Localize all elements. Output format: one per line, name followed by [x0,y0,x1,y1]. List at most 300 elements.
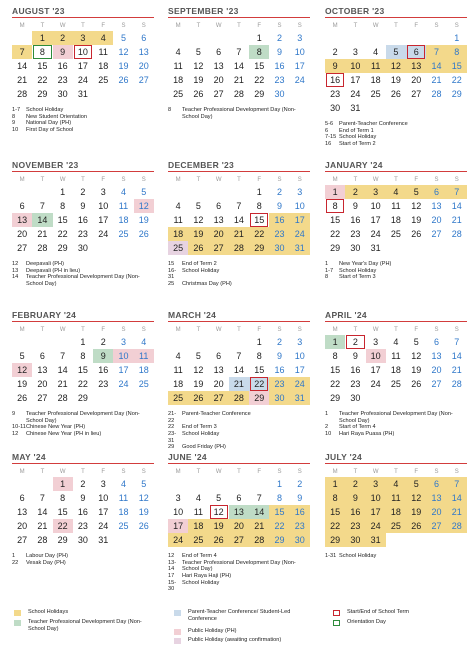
day-cell[interactable]: 21 [451,365,462,376]
day-cell[interactable]: 3 [373,337,379,348]
day-cell[interactable]: 27 [209,241,229,255]
day-cell[interactable]: 13 [431,201,442,212]
day-cell[interactable]: 15 [37,61,48,72]
day-cell[interactable]: 10 [370,201,381,212]
day-cell[interactable]: 14 [447,491,467,505]
day-cell[interactable]: 16 [269,213,289,227]
day-cell[interactable]: 12 [411,351,422,362]
day-cell[interactable]: 20 [209,227,229,241]
day-cell[interactable]: 12 [138,493,149,504]
day-cell[interactable]: 10 [173,507,184,518]
day-cell[interactable]: 20 [431,215,442,226]
day-cell[interactable]: 4 [120,187,126,198]
day-cell[interactable]: 29 [249,391,269,405]
day-cell[interactable]: 16 [290,505,310,519]
day-cell[interactable]: 16 [350,365,361,376]
day-cell[interactable]: 3 [73,31,93,45]
day-cell[interactable]: 30 [350,393,361,404]
day-cell[interactable]: 19 [193,75,204,86]
day-cell[interactable]: 14 [233,61,244,72]
day-cell[interactable]: 1 [256,187,262,198]
day-cell[interactable]: 24 [98,229,109,240]
day-cell[interactable]: 14 [426,59,446,73]
day-cell[interactable]: 5 [216,493,222,504]
day-cell[interactable]: 13 [12,213,32,227]
day-cell[interactable]: 30 [269,391,289,405]
day-cell[interactable]: 12 [386,59,406,73]
day-cell[interactable]: 30 [77,535,88,546]
day-cell[interactable]: 1 [256,33,262,44]
day-cell[interactable]: 11 [193,507,204,518]
day-cell[interactable]: 11 [386,491,406,505]
day-cell[interactable]: 12 [193,365,204,376]
day-cell[interactable]: 21 [229,227,249,241]
day-cell[interactable]: 8 [325,199,345,213]
day-cell[interactable]: 8 [249,45,269,59]
day-cell[interactable]: 12 [134,199,154,213]
day-cell[interactable]: 11 [118,493,129,504]
day-cell[interactable]: 5 [386,45,406,59]
day-cell[interactable]: 15 [57,215,68,226]
day-cell[interactable]: 1 [325,477,345,491]
day-cell[interactable]: 16 [77,215,88,226]
day-cell[interactable]: 6 [426,185,446,199]
day-cell[interactable]: 18 [173,379,184,390]
day-cell[interactable]: 11 [391,201,401,212]
day-cell[interactable]: 10 [98,201,109,212]
day-cell[interactable]: 15 [57,507,68,518]
day-cell[interactable]: 24 [77,75,88,86]
day-cell[interactable]: 22 [269,519,289,533]
day-cell[interactable]: 11 [98,47,108,58]
day-cell[interactable]: 10 [73,45,93,59]
day-cell[interactable]: 8 [447,45,467,59]
day-cell[interactable]: 4 [141,337,147,348]
day-cell[interactable]: 26 [118,75,129,86]
day-cell[interactable]: 14 [451,351,462,362]
day-cell[interactable]: 7 [236,351,242,362]
day-cell[interactable]: 21 [57,379,68,390]
day-cell[interactable]: 12 [118,47,129,58]
day-cell[interactable]: 1 [276,479,282,490]
day-cell[interactable]: 28 [249,533,269,547]
day-cell[interactable]: 13 [426,491,446,505]
day-cell[interactable]: 28 [37,535,48,546]
day-cell[interactable]: 11 [366,59,386,73]
day-cell[interactable]: 18 [188,519,208,533]
day-cell[interactable]: 2 [297,479,303,490]
day-cell[interactable]: 5 [141,187,147,198]
day-cell[interactable]: 22 [330,379,341,390]
day-cell[interactable]: 12 [406,491,426,505]
day-cell[interactable]: 7 [39,493,45,504]
day-cell[interactable]: 18 [370,75,381,86]
day-cell[interactable]: 31 [290,391,310,405]
day-cell[interactable]: 28 [57,393,68,404]
day-cell[interactable]: 8 [256,201,262,212]
day-cell[interactable]: 5 [120,33,126,44]
day-cell[interactable]: 28 [431,89,442,100]
day-cell[interactable]: 29 [249,241,269,255]
day-cell[interactable]: 19 [118,61,129,72]
day-cell[interactable]: 21 [37,521,48,532]
day-cell[interactable]: 2 [276,33,282,44]
day-cell[interactable]: 10 [294,351,305,362]
day-cell[interactable]: 22 [53,519,73,533]
day-cell[interactable]: 7 [256,493,262,504]
day-cell[interactable]: 13 [406,59,426,73]
day-cell[interactable]: 31 [98,535,109,546]
day-cell[interactable]: 15 [330,365,341,376]
day-cell[interactable]: 26 [138,229,149,240]
day-cell[interactable]: 8 [332,351,338,362]
day-cell[interactable]: 10 [294,47,305,58]
day-cell[interactable]: 2 [276,337,282,348]
day-cell[interactable]: 2 [332,47,338,58]
day-cell[interactable]: 4 [175,351,181,362]
day-cell[interactable]: 16 [345,505,365,519]
day-cell[interactable]: 25 [390,379,401,390]
day-cell[interactable]: 15 [447,59,467,73]
day-cell[interactable]: 14 [233,215,244,226]
day-cell[interactable]: 26 [209,533,229,547]
day-cell[interactable]: 24 [118,379,129,390]
day-cell[interactable]: 22 [330,229,341,240]
day-cell[interactable]: 19 [193,379,204,390]
day-cell[interactable]: 14 [17,61,28,72]
day-cell[interactable]: 27 [229,533,249,547]
day-cell[interactable]: 24 [350,89,361,100]
day-cell[interactable]: 21 [229,377,249,391]
day-cell[interactable]: 22 [325,519,345,533]
day-cell[interactable]: 15 [254,61,265,72]
day-cell[interactable]: 21 [451,215,462,226]
day-cell[interactable]: 25 [118,229,129,240]
day-cell[interactable]: 21 [233,75,244,86]
day-cell[interactable]: 1 [32,31,52,45]
day-cell[interactable]: 6 [433,337,439,348]
day-cell[interactable]: 17 [370,215,381,226]
day-cell[interactable]: 27 [431,229,442,240]
day-cell[interactable]: 31 [77,89,88,100]
day-cell[interactable]: 13 [229,505,249,519]
day-cell[interactable]: 8 [276,493,282,504]
day-cell[interactable]: 12 [12,363,32,377]
day-cell[interactable]: 20 [426,505,446,519]
day-cell[interactable]: 6 [216,201,222,212]
day-cell[interactable]: 21 [447,505,467,519]
day-cell[interactable]: 18 [98,61,109,72]
day-cell[interactable]: 3 [297,337,303,348]
day-cell[interactable]: 29 [325,533,345,547]
day-cell[interactable]: 27 [431,379,442,390]
day-cell[interactable]: 19 [17,379,28,390]
day-cell[interactable]: 28 [451,229,462,240]
day-cell[interactable]: 29 [330,393,341,404]
day-cell[interactable]: 18 [168,227,188,241]
day-cell[interactable]: 4 [373,47,379,58]
day-cell[interactable]: 19 [188,227,208,241]
day-cell[interactable]: 13 [17,507,28,518]
day-cell[interactable]: 13 [213,61,224,72]
day-cell[interactable]: 5 [195,351,201,362]
day-cell[interactable]: 17 [168,519,188,533]
day-cell[interactable]: 9 [352,201,358,212]
day-cell[interactable]: 19 [138,507,149,518]
day-cell[interactable]: 30 [350,243,361,254]
day-cell[interactable]: 23 [350,379,361,390]
day-cell[interactable]: 17 [370,365,381,376]
day-cell[interactable]: 24 [366,519,386,533]
day-cell[interactable]: 14 [32,213,52,227]
day-cell[interactable]: 9 [53,45,73,59]
day-cell[interactable]: 6 [426,477,446,491]
day-cell[interactable]: 11 [173,365,183,376]
day-cell[interactable]: 8 [60,493,66,504]
day-cell[interactable]: 31 [370,243,381,254]
day-cell[interactable]: 12 [193,61,204,72]
day-cell[interactable]: 20 [431,365,442,376]
day-cell[interactable]: 18 [118,507,129,518]
day-cell[interactable]: 25 [386,519,406,533]
day-cell[interactable]: 2 [80,479,86,490]
day-cell[interactable]: 1 [325,185,345,199]
day-cell[interactable]: 6 [406,45,426,59]
day-cell[interactable]: 1 [256,337,262,348]
day-cell[interactable]: 27 [426,519,446,533]
day-cell[interactable]: 6 [39,351,45,362]
day-cell[interactable]: 10 [113,349,133,363]
day-cell[interactable]: 1 [325,335,345,349]
day-cell[interactable]: 4 [93,31,113,45]
day-cell[interactable]: 28 [37,243,48,254]
day-cell[interactable]: 22 [57,229,68,240]
day-cell[interactable]: 2 [345,335,365,349]
day-cell[interactable]: 1 [80,337,86,348]
day-cell[interactable]: 14 [451,201,462,212]
day-cell[interactable]: 3 [175,493,181,504]
day-cell[interactable]: 5 [195,201,201,212]
day-cell[interactable]: 6 [216,351,222,362]
day-cell[interactable]: 2 [345,185,365,199]
day-cell[interactable]: 16 [325,73,345,87]
day-cell[interactable]: 8 [32,45,52,59]
day-cell[interactable]: 23 [77,229,88,240]
day-cell[interactable]: 2 [100,337,106,348]
day-cell[interactable]: 20 [213,75,224,86]
day-cell[interactable]: 12 [193,215,204,226]
day-cell[interactable]: 7 [236,47,242,58]
day-cell[interactable]: 6 [141,33,147,44]
day-cell[interactable]: 3 [100,187,106,198]
day-cell[interactable]: 10 [345,59,365,73]
day-cell[interactable]: 24 [98,521,109,532]
day-cell[interactable]: 3 [100,479,106,490]
day-cell[interactable]: 5 [19,351,25,362]
day-cell[interactable]: 27 [411,89,422,100]
day-cell[interactable]: 7 [12,45,32,59]
day-cell[interactable]: 3 [120,337,126,348]
day-cell[interactable]: 24 [290,227,310,241]
day-cell[interactable]: 30 [274,89,285,100]
day-cell[interactable]: 29 [57,243,68,254]
day-cell[interactable]: 12 [411,201,422,212]
day-cell[interactable]: 14 [233,365,244,376]
day-cell[interactable]: 28 [447,519,467,533]
day-cell[interactable]: 4 [120,479,126,490]
day-cell[interactable]: 15 [269,505,289,519]
day-cell[interactable]: 26 [188,241,208,255]
day-cell[interactable]: 26 [193,89,204,100]
day-cell[interactable]: 30 [290,533,310,547]
day-cell[interactable]: 16 [274,365,285,376]
day-cell[interactable]: 24 [290,377,310,391]
day-cell[interactable]: 5 [406,477,426,491]
day-cell[interactable]: 17 [77,61,88,72]
day-cell[interactable]: 13 [213,365,224,376]
day-cell[interactable]: 30 [345,533,365,547]
day-cell[interactable]: 25 [138,379,149,390]
day-cell[interactable]: 11 [173,61,183,72]
day-cell[interactable]: 3 [352,47,358,58]
day-cell[interactable]: 3 [366,477,386,491]
day-cell[interactable]: 19 [406,505,426,519]
day-cell[interactable]: 1 [60,187,66,198]
day-cell[interactable]: 22 [249,377,269,391]
day-cell[interactable]: 8 [256,351,262,362]
day-cell[interactable]: 10 [98,493,109,504]
day-cell[interactable]: 2 [345,477,365,491]
day-cell[interactable]: 25 [118,521,129,532]
day-cell[interactable]: 17 [366,505,386,519]
day-cell[interactable]: 15 [77,365,88,376]
day-cell[interactable]: 25 [173,89,184,100]
day-cell[interactable]: 27 [138,75,149,86]
day-cell[interactable]: 15 [254,365,265,376]
day-cell[interactable]: 4 [386,185,406,199]
day-cell[interactable]: 20 [17,521,28,532]
day-cell[interactable]: 19 [411,215,422,226]
day-cell[interactable]: 7 [39,201,45,212]
day-cell[interactable]: 27 [209,391,229,405]
day-cell[interactable]: 24 [370,379,381,390]
day-cell[interactable]: 22 [37,75,48,86]
day-cell[interactable]: 23 [269,377,289,391]
day-cell[interactable]: 28 [17,89,28,100]
day-cell[interactable]: 31 [350,103,361,114]
day-cell[interactable]: 23 [77,521,88,532]
day-cell[interactable]: 20 [411,75,422,86]
day-cell[interactable]: 28 [233,89,244,100]
day-cell[interactable]: 9 [345,491,365,505]
day-cell[interactable]: 26 [406,519,426,533]
day-cell[interactable]: 17 [98,215,109,226]
day-cell[interactable]: 5 [413,337,419,348]
day-cell[interactable]: 5 [195,47,201,58]
day-cell[interactable]: 23 [345,519,365,533]
day-cell[interactable]: 9 [297,493,303,504]
day-cell[interactable]: 28 [229,241,249,255]
day-cell[interactable]: 2 [276,187,282,198]
day-cell[interactable]: 23 [290,519,310,533]
day-cell[interactable]: 4 [386,477,406,491]
day-cell[interactable]: 19 [209,519,229,533]
day-cell[interactable]: 16 [57,61,68,72]
day-cell[interactable]: 5 [406,185,426,199]
day-cell[interactable]: 29 [451,89,462,100]
day-cell[interactable]: 21 [37,229,48,240]
day-cell[interactable]: 30 [330,103,341,114]
day-cell[interactable]: 21 [431,75,442,86]
day-cell[interactable]: 1 [454,33,460,44]
day-cell[interactable]: 22 [254,75,265,86]
day-cell[interactable]: 21 [17,75,28,86]
day-cell[interactable]: 15 [325,505,345,519]
day-cell[interactable]: 20 [229,519,249,533]
day-cell[interactable]: 16 [98,365,109,376]
day-cell[interactable]: 31 [366,533,386,547]
day-cell[interactable]: 30 [77,243,88,254]
day-cell[interactable]: 17 [294,365,305,376]
day-cell[interactable]: 7 [60,351,66,362]
day-cell[interactable]: 27 [17,535,28,546]
day-cell[interactable]: 9 [276,47,282,58]
day-cell[interactable]: 18 [138,365,149,376]
day-cell[interactable]: 17 [294,61,305,72]
day-cell[interactable]: 6 [19,201,25,212]
day-cell[interactable]: 14 [37,507,48,518]
day-cell[interactable]: 25 [168,241,188,255]
day-cell[interactable]: 25 [98,75,109,86]
day-cell[interactable]: 17 [98,507,109,518]
day-cell[interactable]: 13 [213,215,224,226]
day-cell[interactable]: 5 [141,479,147,490]
day-cell[interactable]: 23 [350,229,361,240]
day-cell[interactable]: 29 [77,393,88,404]
day-cell[interactable]: 18 [390,365,401,376]
day-cell[interactable]: 17 [350,75,361,86]
day-cell[interactable]: 18 [386,505,406,519]
day-cell[interactable]: 4 [175,201,181,212]
day-cell[interactable]: 13 [138,47,149,58]
day-cell[interactable]: 16 [77,507,88,518]
day-cell[interactable]: 27 [37,393,48,404]
day-cell[interactable]: 22 [77,379,88,390]
day-cell[interactable]: 26 [138,521,149,532]
day-cell[interactable]: 24 [370,229,381,240]
day-cell[interactable]: 15 [249,213,269,227]
day-cell[interactable]: 10 [366,349,386,363]
day-cell[interactable]: 7 [426,45,446,59]
day-cell[interactable]: 10 [294,201,305,212]
day-cell[interactable]: 2 [80,187,86,198]
day-cell[interactable]: 9 [325,59,345,73]
day-cell[interactable]: 22 [249,227,269,241]
day-cell[interactable]: 31 [290,241,310,255]
day-cell[interactable]: 3 [366,185,386,199]
day-cell[interactable]: 7 [447,477,467,491]
day-cell[interactable]: 16 [350,215,361,226]
day-cell[interactable]: 3 [297,33,303,44]
day-cell[interactable]: 23 [330,89,341,100]
day-cell[interactable]: 12 [209,505,229,519]
day-cell[interactable]: 19 [138,215,149,226]
day-cell[interactable]: 18 [118,215,129,226]
day-cell[interactable]: 2 [53,31,73,45]
day-cell[interactable]: 26 [411,379,422,390]
day-cell[interactable]: 7 [447,185,467,199]
day-cell[interactable]: 21 [249,519,269,533]
